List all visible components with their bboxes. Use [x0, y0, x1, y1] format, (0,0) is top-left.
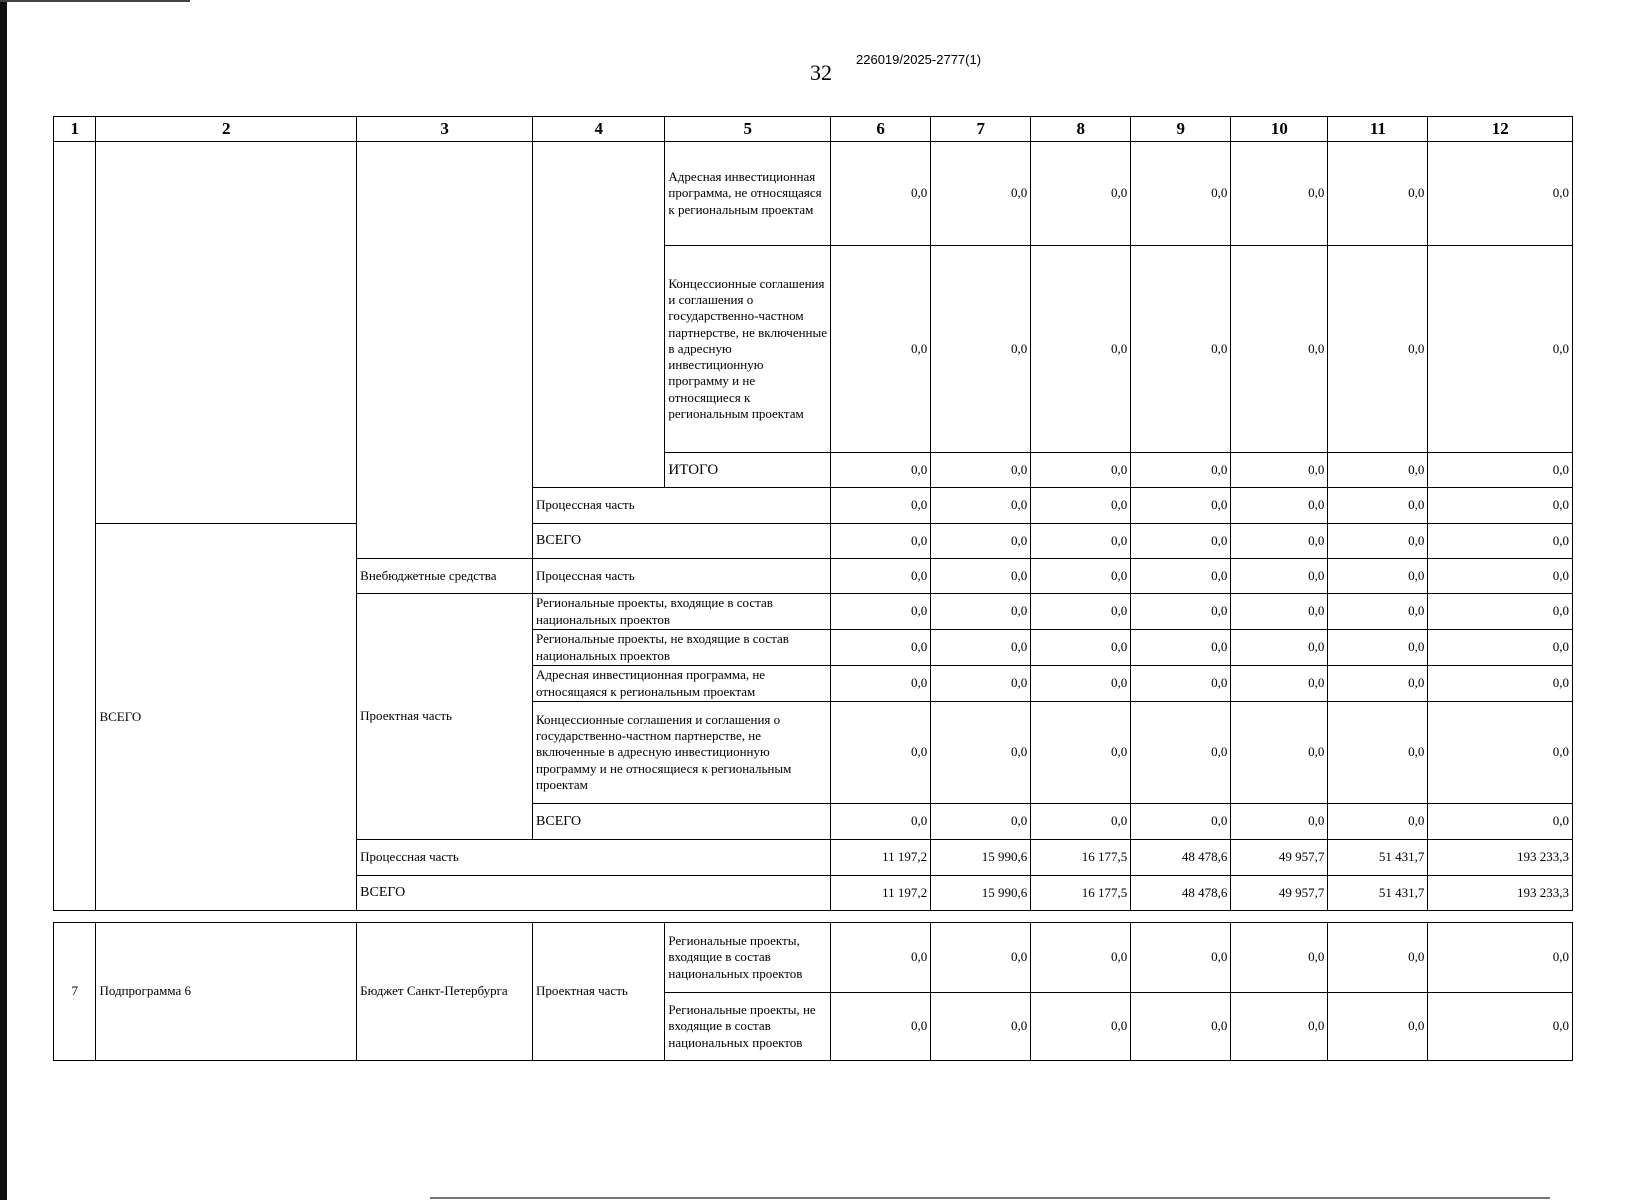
value-cell: 0,0: [1231, 923, 1328, 993]
row-label-vsego-section: ВСЕГО: [96, 524, 357, 911]
row-label: Региональные проекты, не входящие в состав национальных проектов: [533, 630, 831, 666]
cell-empty: [533, 142, 665, 488]
value-cell: 0,0: [1131, 993, 1231, 1061]
value-cell: 0,0: [1328, 702, 1428, 804]
value-cell: 193 233,3: [1428, 840, 1573, 876]
value-cell: 0,0: [1231, 804, 1328, 840]
value-cell: 0,0: [1428, 993, 1573, 1061]
value-cell: 0,0: [831, 666, 931, 702]
value-cell: 0,0: [1231, 246, 1328, 453]
value-cell: 0,0: [1031, 524, 1131, 559]
value-cell: 0,0: [831, 246, 931, 453]
value-cell: 0,0: [1031, 488, 1131, 524]
value-cell: 0,0: [1328, 804, 1428, 840]
value-cell: 0,0: [1231, 488, 1328, 524]
subprogram-table: [53, 922, 1573, 1061]
value-cell: 0,0: [1231, 993, 1328, 1061]
value-cell: 0,0: [1031, 666, 1131, 702]
page-number: 32: [810, 60, 832, 85]
value-cell: 0,0: [931, 630, 1031, 666]
value-cell: 0,0: [831, 702, 931, 804]
value-cell: 0,0: [831, 559, 931, 594]
value-cell: 0,0: [1428, 923, 1573, 993]
value-cell: 0,0: [1031, 630, 1131, 666]
header-row: [54, 117, 1573, 142]
value-cell: 0,0: [1428, 524, 1573, 559]
value-cell: 0,0: [1428, 488, 1573, 524]
value-cell: 0,0: [1428, 804, 1573, 840]
value-cell: 0,0: [831, 993, 931, 1061]
value-cell: 0,0: [831, 524, 931, 559]
value-cell: 0,0: [1031, 702, 1131, 804]
value-cell: 0,0: [1328, 488, 1428, 524]
value-cell: 0,0: [1231, 630, 1328, 666]
value-cell: 0,0: [1328, 594, 1428, 630]
value-cell: 0,0: [1031, 923, 1131, 993]
header-col-2: 2: [96, 117, 357, 142]
row-label: Региональные проекты, входящие в состав национальных проектов: [533, 594, 831, 630]
row-label: Адресная инвестиционная программа, не относящаяся к региональным проектам: [665, 142, 831, 246]
value-cell: 0,0: [1231, 524, 1328, 559]
budget-table: [53, 116, 1573, 911]
value-cell: 0,0: [1131, 524, 1231, 559]
row-label: Региональные проекты, входящие в состав национальных проектов: [665, 923, 831, 993]
value-cell: 0,0: [831, 488, 931, 524]
value-cell: 0,0: [1328, 246, 1428, 453]
value-cell: 0,0: [1131, 923, 1231, 993]
value-cell: 11 197,2: [831, 876, 931, 911]
value-cell: 0,0: [1328, 142, 1428, 246]
value-cell: 0,0: [1428, 142, 1573, 246]
row-label: Концессионные соглашения и соглашения о государственно-частном партнерстве, не включенные в адресную инвестиционную программу и не относящиеся к региональным проектам: [533, 702, 831, 804]
value-cell: 0,0: [931, 993, 1031, 1061]
value-cell: 15 990,6: [931, 840, 1031, 876]
cell-empty: [357, 142, 533, 559]
value-cell: 0,0: [931, 923, 1031, 993]
value-cell: 49 957,7: [1231, 840, 1328, 876]
value-cell: 0,0: [1428, 702, 1573, 804]
value-cell: 0,0: [1428, 246, 1573, 453]
table-row: [54, 524, 1573, 559]
value-cell: 48 478,6: [1131, 876, 1231, 911]
value-cell: 0,0: [931, 488, 1031, 524]
value-cell: 48 478,6: [1131, 840, 1231, 876]
value-cell: 0,0: [1328, 453, 1428, 488]
scan-top-line: [0, 0, 190, 2]
header-col-7: 7: [931, 117, 1031, 142]
value-cell: 51 431,7: [1328, 840, 1428, 876]
value-cell: 0,0: [1328, 666, 1428, 702]
value-cell: 0,0: [1328, 630, 1428, 666]
row-label-itogo: ИТОГО: [665, 453, 831, 488]
value-cell: 0,0: [1428, 666, 1573, 702]
value-cell: 0,0: [1231, 453, 1328, 488]
value-cell: 0,0: [1131, 488, 1231, 524]
table-row: [54, 142, 1573, 246]
value-cell: 0,0: [931, 559, 1031, 594]
cell-empty: [96, 142, 357, 524]
header-col-4: 4: [533, 117, 665, 142]
value-cell: 0,0: [1131, 666, 1231, 702]
row-index: 7: [54, 923, 96, 1061]
value-cell: 0,0: [1031, 246, 1131, 453]
value-cell: 0,0: [931, 524, 1031, 559]
row-label: Концессионные соглашения и соглашения о государственно-частном партнерстве, не включенные в адресную инвестиционную программу и не относящиеся к региональным проектам: [665, 246, 831, 453]
row-label-vsego: ВСЕГО: [533, 524, 831, 559]
cell-empty: [54, 142, 96, 911]
value-cell: 0,0: [1231, 666, 1328, 702]
header-col-11: 11: [1328, 117, 1428, 142]
row-label-vsego: ВСЕГО: [357, 876, 831, 911]
value-cell: 0,0: [931, 666, 1031, 702]
row-label-vsego: ВСЕГО: [533, 804, 831, 840]
value-cell: 11 197,2: [831, 840, 931, 876]
value-cell: 0,0: [931, 142, 1031, 246]
value-cell: 0,0: [1131, 142, 1231, 246]
row-label: Адресная инвестиционная программа, не относящаяся к региональным проектам: [533, 666, 831, 702]
header-col-12: 12: [1428, 117, 1573, 142]
value-cell: 0,0: [1031, 594, 1131, 630]
value-cell: 0,0: [1428, 453, 1573, 488]
subprogram-name: Подпрограмма 6: [96, 923, 357, 1061]
value-cell: 0,0: [931, 702, 1031, 804]
value-cell: 0,0: [1131, 246, 1231, 453]
value-cell: 0,0: [1231, 594, 1328, 630]
value-cell: 0,0: [1428, 630, 1573, 666]
value-cell: 0,0: [931, 453, 1031, 488]
value-cell: 0,0: [1231, 559, 1328, 594]
value-cell: 0,0: [1031, 559, 1131, 594]
value-cell: 0,0: [831, 453, 931, 488]
row-label-offbudget: Внебюджетные средства: [357, 559, 533, 594]
value-cell: 51 431,7: [1328, 876, 1428, 911]
value-cell: 0,0: [1131, 804, 1231, 840]
value-cell: 0,0: [1131, 559, 1231, 594]
row-label: Региональные проекты, не входящие в состав национальных проектов: [665, 993, 831, 1061]
value-cell: 0,0: [1428, 559, 1573, 594]
value-cell: 0,0: [1031, 453, 1131, 488]
value-cell: 0,0: [931, 804, 1031, 840]
value-cell: 0,0: [1231, 702, 1328, 804]
funding-source: Бюджет Санкт-Петербурга: [357, 923, 533, 1061]
value-cell: 0,0: [1231, 142, 1328, 246]
header-col-8: 8: [1031, 117, 1131, 142]
header-col-1: 1: [54, 117, 96, 142]
value-cell: 0,0: [1131, 453, 1231, 488]
document-id: 226019/2025-2777(1): [856, 52, 982, 67]
value-cell: 0,0: [1131, 702, 1231, 804]
scan-left-edge: [0, 0, 7, 1200]
row-label: Процессная часть: [357, 840, 831, 876]
header-col-10: 10: [1231, 117, 1328, 142]
row-label-project-part: Проектная часть: [357, 594, 533, 840]
value-cell: 0,0: [1328, 993, 1428, 1061]
header-col-5: 5: [665, 117, 831, 142]
value-cell: 0,0: [1131, 630, 1231, 666]
row-label: Процессная часть: [533, 488, 831, 524]
value-cell: 0,0: [831, 142, 931, 246]
header-col-9: 9: [1131, 117, 1231, 142]
value-cell: 0,0: [1131, 594, 1231, 630]
value-cell: 0,0: [931, 246, 1031, 453]
table-row: [54, 923, 1573, 993]
value-cell: 0,0: [1328, 559, 1428, 594]
value-cell: 0,0: [1031, 142, 1131, 246]
value-cell: 0,0: [831, 923, 931, 993]
value-cell: 0,0: [1328, 923, 1428, 993]
value-cell: 15 990,6: [931, 876, 1031, 911]
value-cell: 0,0: [831, 594, 931, 630]
value-cell: 0,0: [831, 630, 931, 666]
scan-bottom-line: [430, 1197, 1550, 1199]
value-cell: 0,0: [1031, 993, 1131, 1061]
value-cell: 0,0: [1031, 804, 1131, 840]
value-cell: 0,0: [1328, 524, 1428, 559]
row-label: Процессная часть: [533, 559, 831, 594]
header-col-6: 6: [831, 117, 931, 142]
row-label-project-part: Проектная часть: [533, 923, 665, 1061]
value-cell: 0,0: [931, 594, 1031, 630]
value-cell: 16 177,5: [1031, 876, 1131, 911]
value-cell: 0,0: [1428, 594, 1573, 630]
value-cell: 16 177,5: [1031, 840, 1131, 876]
value-cell: 49 957,7: [1231, 876, 1328, 911]
value-cell: 0,0: [831, 804, 931, 840]
value-cell: 193 233,3: [1428, 876, 1573, 911]
header-col-3: 3: [357, 117, 533, 142]
